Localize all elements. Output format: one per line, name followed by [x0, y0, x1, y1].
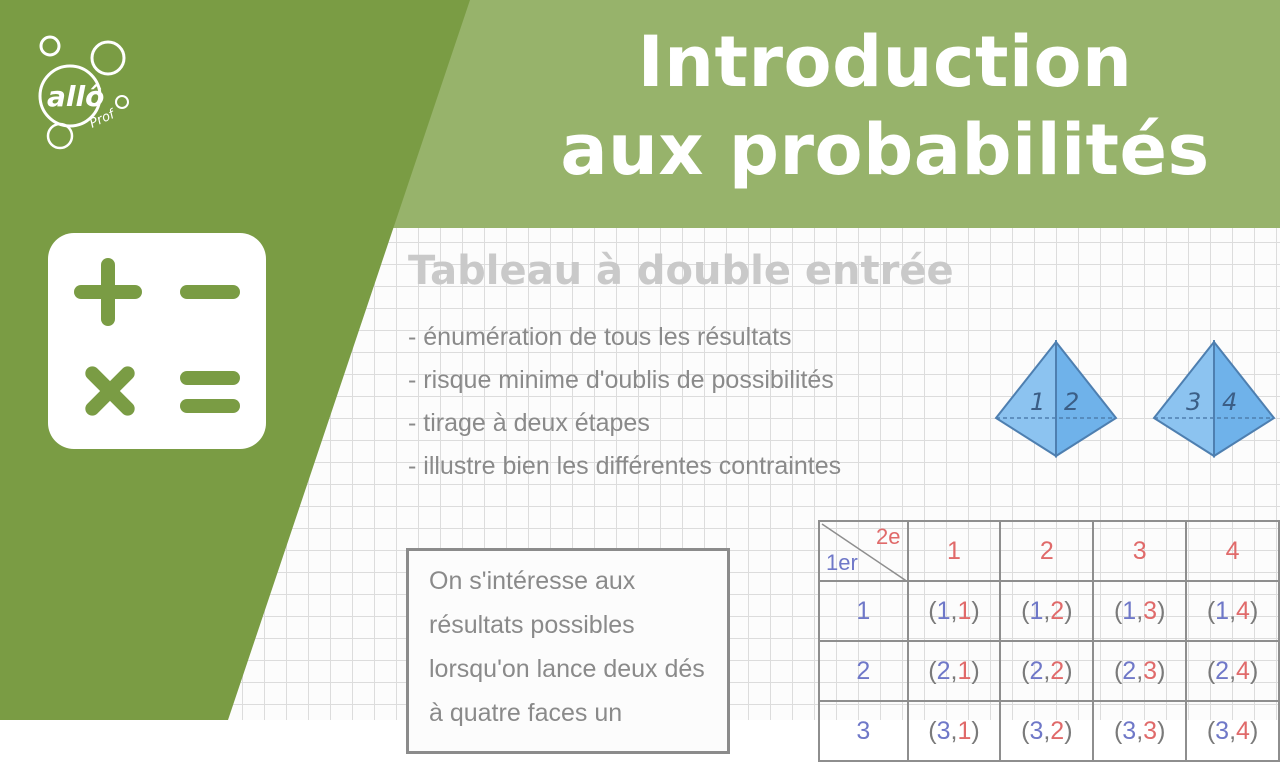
bullet-item: - risque minime d'oublis de possibilités — [408, 366, 834, 394]
minus-icon — [180, 285, 240, 299]
column-header: 1 — [908, 521, 1001, 581]
content-heading: Tableau à double entrée — [408, 248, 954, 294]
info-box-text: On s'intéresse aux résultats possibles lorsqu'on lance deux dés à quatre faces un — [429, 567, 705, 727]
table-cell: (3,4) — [1186, 701, 1279, 761]
bullet-item: - illustre bien les différentes contraintes — [408, 452, 842, 480]
table-cell: (1,4) — [1186, 581, 1279, 641]
table-cell: (3,2) — [1000, 701, 1093, 761]
tetrahedral-dice — [990, 340, 1280, 460]
bullet-list — [408, 316, 841, 488]
table-row — [819, 641, 1279, 701]
row-header: 3 — [819, 701, 908, 761]
table-cell: (1,2) — [1000, 581, 1093, 641]
bullet-item: - énumération de tous les résultats — [408, 323, 792, 351]
table-cell: (2,4) — [1186, 641, 1279, 701]
table-row — [819, 701, 1279, 761]
table-cell: (2,2) — [1000, 641, 1093, 701]
double-entry-table — [818, 520, 1280, 762]
corner-col-label: 2e — [876, 524, 901, 549]
die-2 — [1154, 342, 1274, 456]
allo-prof-logo — [30, 24, 140, 154]
die-2-face-a: 3 — [1186, 388, 1202, 416]
info-box — [406, 548, 730, 754]
table-cell: (1,3) — [1093, 581, 1186, 641]
table-cell: (2,1) — [908, 641, 1001, 701]
multiply-icon — [82, 363, 137, 418]
die-2-face-b: 4 — [1222, 388, 1238, 416]
row-header: 1 — [819, 581, 908, 641]
die-1-face-a: 1 — [1030, 388, 1046, 416]
row-header: 2 — [819, 641, 908, 701]
table-cell: (1,1) — [908, 581, 1001, 641]
column-header: 4 — [1186, 521, 1279, 581]
die-1 — [996, 342, 1116, 456]
page-title — [520, 18, 1250, 194]
bullet-item: - tirage à deux étapes — [408, 409, 650, 437]
calculator-icon — [48, 233, 266, 449]
corner-row-label: 1er — [826, 550, 858, 575]
column-header: 2 — [1000, 521, 1093, 581]
table-cell: (3,3) — [1093, 701, 1186, 761]
svg-text:Prof: Prof — [87, 107, 117, 132]
title-line-1: Introduction — [637, 21, 1133, 103]
table-header-row — [819, 521, 1279, 581]
table-corner-cell — [819, 521, 908, 581]
plus-icon — [74, 258, 142, 326]
title-line-2: aux probabilités — [560, 109, 1210, 191]
table-cell: (3,1) — [908, 701, 1001, 761]
equals-icon — [180, 371, 240, 413]
svg-text:allô: allô — [47, 80, 105, 113]
table-cell: (2,3) — [1093, 641, 1186, 701]
die-1-face-b: 2 — [1064, 388, 1080, 416]
table-row — [819, 581, 1279, 641]
column-header: 3 — [1093, 521, 1186, 581]
